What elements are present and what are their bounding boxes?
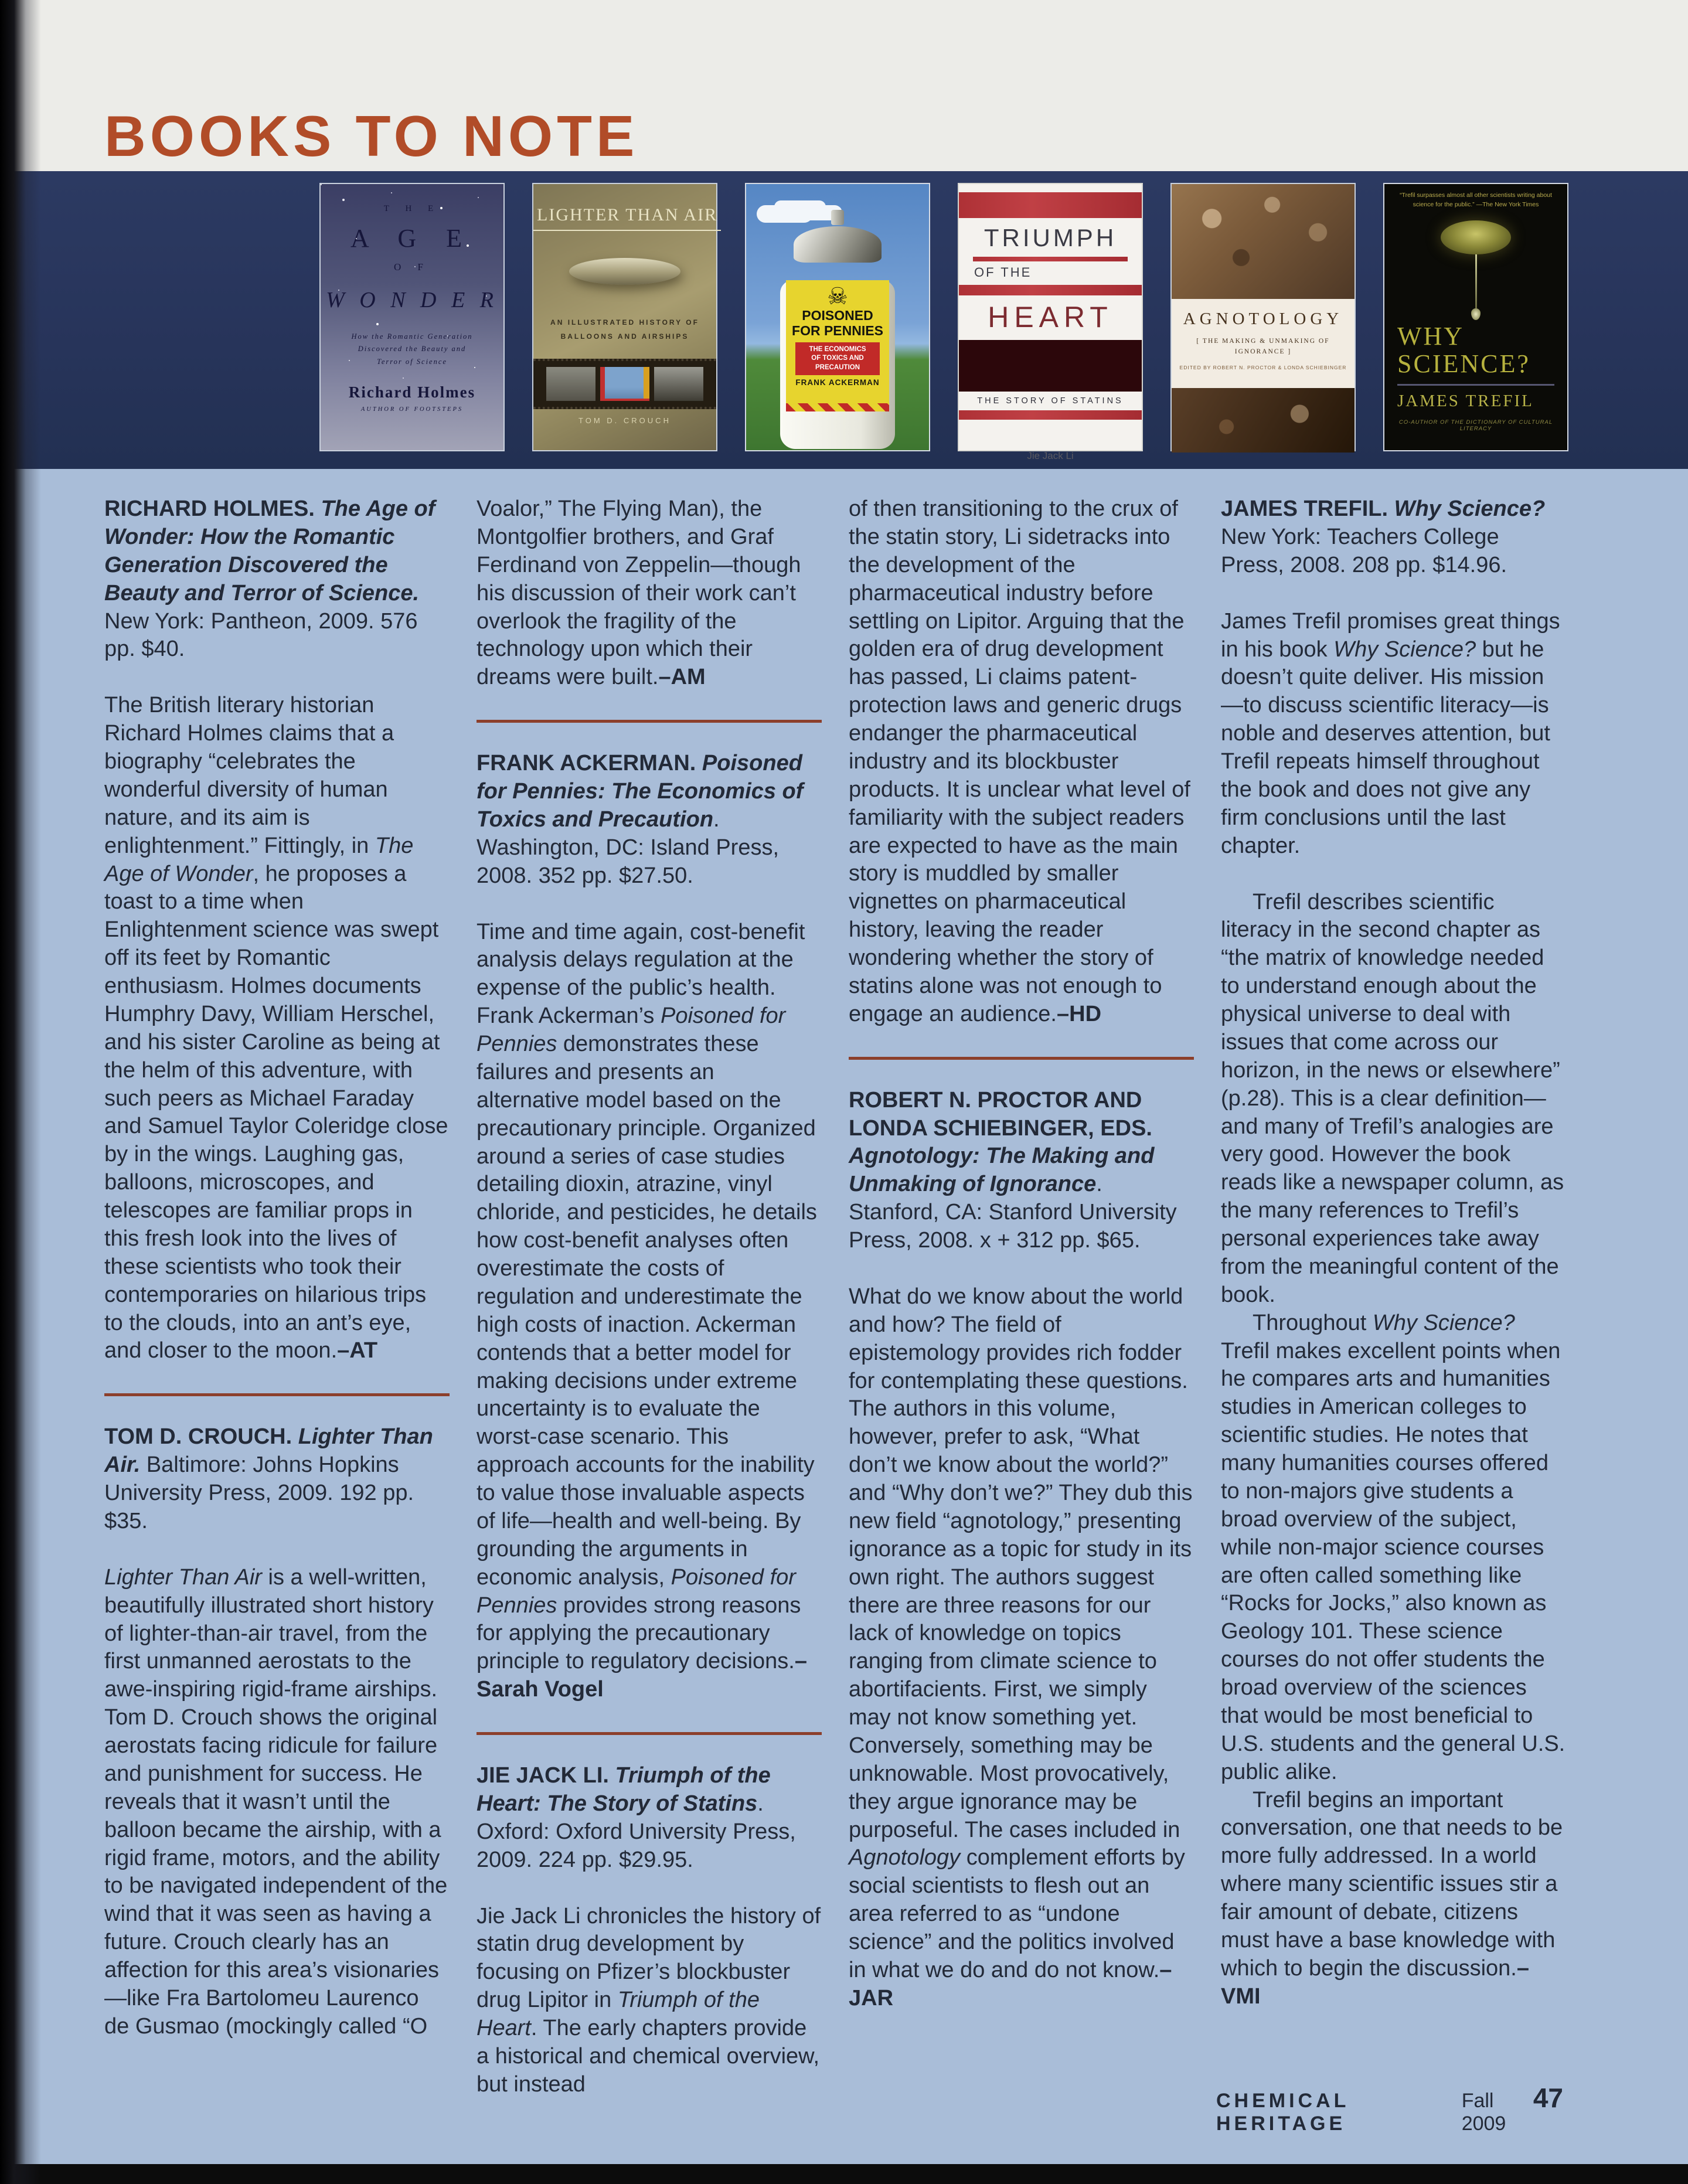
cover-author: Richard Holmes: [348, 383, 476, 401]
text-run: ROBERT N. PROCTOR AND LONDA SCHIEBINGER, EDS.: [849, 1087, 1152, 1141]
filmstrip-frame: [600, 367, 649, 401]
text-run: Time and time again, cost-benefit analysis delays regulation at the expense of the public’s health. Frank Ackerman’s: [477, 919, 805, 1029]
cover-title-line: HEART: [988, 301, 1113, 334]
magazine-name: CHEMICAL HERITAGE: [1216, 2090, 1349, 2135]
cover-author: Jie Jack Li: [1027, 450, 1074, 461]
text-run: of then transitioning to the crux of the statin story, Li sidetracks into the development of the pharmaceutical industry before settling on Lipitor. Arguing that the golden era of drug development has passed, Li claims patent-protection laws and generic drugs endanger the pharmaceutical industry and its blockbuster products. It is unclear what level of familiarity with the subject readers are expected to have as the main story is muddled by smaller vignettes on pharmaceutical history, leaving the reader wondering whether the story of statins alone was not enough to engage an audience.: [849, 496, 1190, 1026]
review-paragraph: [1221, 1309, 1566, 1787]
text-run: . Washington, DC: Island Press, 2008. 352 pp. $27.50.: [477, 807, 780, 888]
text-run: New York: Teachers College Press, 2008. 208 pp. $14.96.: [1221, 524, 1507, 577]
text-run: Agnotology: [849, 1845, 961, 1870]
text-run: JIE JACK LI.: [477, 1763, 615, 1788]
text-run: TOM D. CROUCH.: [104, 1424, 298, 1450]
cover-subtitle-line: AN ILLUSTRATED HISTORY OF: [550, 318, 699, 326]
cover-review-quote: “Trefil surpasses almost all other scientists writing about science for the public.” —The New York Times: [1400, 192, 1552, 208]
book-cover-triumph-of-the-heart: [958, 183, 1143, 461]
section-divider-rule: [477, 1732, 822, 1735]
can-dome: [794, 226, 882, 263]
water-drop-illustration: [1471, 308, 1481, 320]
text-run: The British literary historian Richard Holmes claims that a biography “celebrates the wonderful diversity of human nature, and its aim is enlightenment.” Fittingly, in: [104, 693, 394, 858]
cover-title: AGNOTOLOGY: [1183, 309, 1343, 328]
cover-subtitle: [1172, 336, 1355, 358]
review-column-4: [1221, 495, 1566, 2099]
scan-bottom-edge: [0, 2164, 1688, 2184]
text-run: Throughout: [1253, 1310, 1373, 1335]
cover-editors: EDITED BY ROBERT N. PROCTOR & LONDA SCHIEBINGER: [1179, 364, 1347, 370]
text-run: . The early chapters provide a historical and chemical overview, but instead: [477, 2016, 820, 2097]
cover-kicker: T H E: [383, 204, 441, 213]
text-run: but he doesn’t quite deliver. His mission—to discuss scientific literacy—is noble and deserves attention, but Trefil repeats himself throughout the book and does not give any firm conclusions until the last chapter.: [1221, 637, 1550, 858]
cover-title-line: TRIUMPH: [983, 224, 1117, 251]
text-run: –AM: [658, 665, 706, 690]
text-run: Trefil begins an important conversation, one that needs to be more fully addressed. In a world where many scientific issues stir a fair amount of debate, citizens must have a base knowledge with which to begin the discussion.: [1221, 1787, 1563, 1981]
text-run: The Age of Wonder: [104, 833, 414, 886]
puzzle-photo-top: [1172, 184, 1355, 299]
cover-title-line: POISONED: [802, 308, 873, 323]
scan-left-edge: [0, 0, 41, 2184]
book-citation: [104, 1423, 450, 1536]
text-run: Baltimore: Johns Hopkins University Press, 2009. 192 pp. $35.: [104, 1452, 414, 1533]
cover-tagline: AUTHOR OF FOOTSTEPS: [360, 406, 464, 413]
text-run: Trefil describes scientific literacy in the second chapter as “the matrix of knowledge needed to understand enough about the physical universe to deal with issues that come across our horizon, in the news or elsewhere” (p.28). This is a clear definition—and many of Trefil’s analogies are very good. However the book reads like a newspaper column, as the many references to Trefil’s personal experiences take away from the meaningful content of the book.: [1221, 889, 1564, 1307]
filmstrip-decoration: [533, 359, 716, 409]
cover-subtitle-line: IGNORANCE ]: [1234, 348, 1292, 356]
page-footer: [1216, 2082, 1563, 2135]
text-run: . Oxford: Oxford University Press, 2009. 224 pp. $29.95.: [477, 1791, 796, 1872]
book-citation: [104, 495, 450, 664]
issue-label: Fall 2009: [1461, 2090, 1506, 2135]
cover-divider: [1397, 384, 1554, 386]
hazard-stripes: [786, 403, 889, 411]
zeppelin-illustration: [569, 258, 680, 285]
review-columns: [104, 495, 1566, 2099]
text-run: FRANK ACKERMAN.: [477, 751, 702, 776]
cover-title: LIGHTER THAN AIR: [533, 205, 721, 231]
cover-subtitle-line: BALLOONS AND AIRSHIPS: [560, 332, 689, 341]
cover-title-line: A G E: [350, 224, 474, 253]
review-paragraph: [477, 495, 822, 692]
text-run: is a well-written, beautifully illustrated short history of lighter-than-air travel, from the first unmanned aerostats to the awe-inspiring rigid-frame airships. Tom D. Crouch shows the original aerostats facing ridicule for failure and punishment for success. He reveals that it wasn’t until the balloon became the airship, with a rigid frame, motors, and the ability to be navigated independent of the wind that it was seen as having a future. Crouch clearly has an affection for this area’s visionaries—like Fra Bartolomeu Laurenco de Gusmao (mockingly called “O: [104, 1564, 448, 2039]
cover-subtitle: [533, 315, 716, 343]
book-cover-lighter-than-air: [532, 183, 717, 451]
review-paragraph: [849, 1283, 1194, 2013]
text-run: JAMES TREFIL.: [1221, 496, 1394, 521]
text-run: –VMI: [1221, 1955, 1529, 2009]
review-column-1: [104, 495, 450, 2099]
book-citation: [477, 750, 822, 890]
section-divider-rule: [477, 720, 822, 723]
red-stripe: [959, 192, 1142, 218]
review-paragraph: [477, 918, 822, 1705]
filmstrip-frame: [654, 367, 703, 401]
can-label: [786, 280, 889, 411]
cover-subtitle-line: How the Romantic Generation: [351, 332, 473, 341]
skull-crossbones-icon: ☠: [827, 283, 848, 310]
cover-subtitle: [321, 331, 503, 368]
text-run: Lighter Than Air: [104, 1564, 262, 1590]
review-paragraph: [849, 495, 1194, 1029]
book-citation: [849, 1087, 1194, 1255]
cover-subtitle-line: PRECAUTION: [815, 363, 860, 371]
cover-title-line: SCIENCE?: [1397, 349, 1530, 379]
text-run: . Stanford, CA: Stanford University Press, 2008. x + 312 pp. $65.: [849, 1172, 1177, 1253]
review-column-3: [849, 495, 1194, 2099]
filmstrip-frame: [546, 367, 595, 401]
drip-illustration: [1475, 254, 1477, 308]
book-citation: [1221, 495, 1566, 580]
book-cover-age-of-wonder: [319, 183, 505, 451]
puzzle-photo-bottom: [1172, 388, 1355, 453]
text-run: Trefil makes excellent points when he compares arts and humanities studies in American colleges to scientific studies. He notes that many humanities courses offered to non-majors give students a broad overview of the subject, while non-major science courses are often called something like “Rocks for Jocks,” also known as Geology 101. These science courses do not offer students the broad overview of the sciences that would be most beneficial to U.S. students and the general U.S. public alike.: [1221, 1338, 1566, 1784]
review-paragraph: [104, 692, 450, 1365]
cover-subtitle: [795, 342, 880, 376]
cover-subtitle-line: Discovered the Beauty and: [358, 345, 467, 353]
text-run: Poisoned for Pennies: [477, 1564, 796, 1618]
text-run: Jie Jack Li chronicles the history of statin drug development by focusing on Pfizer’s blockbuster drug Lipitor in: [477, 1903, 821, 2013]
cover-title-line: WHY: [1397, 321, 1465, 351]
text-run: , he proposes a toast to a time when Enlightenment science was swept off its feet by Romantic enthusiasm. Holmes documents Humphry Davy, William Herschel, and his sister Caroline as being at the helm of this adventure, with such peers as Michael Faraday and Samuel Taylor Coleridge close by in the wings. Laughing gas, balloons, microscopes, and telescopes are familiar props in this fresh look into the lives of these scientists who took their contemporaries on hilarious trips to the clouds, into an ant’s eye, and closer to the moon.: [104, 861, 448, 1363]
text-run: –JAR: [849, 1957, 1172, 2010]
cover-subtitle-line: THE ECONOMICS: [809, 345, 866, 353]
text-run: Triumph of the Heart: [477, 1988, 760, 2040]
cover-title-line: O F: [394, 261, 430, 273]
cover-subtitle-line: OF TOXICS AND: [811, 355, 864, 362]
book-citation: [477, 1762, 822, 1875]
text-run: Why Science?: [1372, 1310, 1515, 1335]
page-number: 47: [1533, 2083, 1563, 2113]
text-run: What do we know about the world and how? The field of epistemology provides rich fodder for contemplating these questions. The authors in this volume, however, prefer to ask, “What don’t we know about the world?” and “Why don’t we?” They dub this new field “agnotology,” presenting ignorance as a topic for study in its own right. The authors suggest there are three reasons for our lack of knowledge on topics ranging from climate science to abortifacients. First, we simply may not know something yet. Conversely, something may be unknowable. Most provocatively, they argue ignorance may be purposeful. The cases included in: [849, 1284, 1193, 1842]
text-run: –Sarah Vogel: [477, 1649, 807, 1702]
cover-title-line: OF THE: [974, 265, 1032, 280]
book-cover-agnotology: [1170, 183, 1356, 451]
text-run: Poisoned for Pennies: [477, 1003, 786, 1056]
text-run: –HD: [1057, 1001, 1102, 1026]
spray-nozzle: [831, 210, 844, 225]
review-paragraph: [1221, 1787, 1566, 2011]
stars-decoration: [321, 184, 322, 185]
review-paragraph: [104, 1564, 450, 2041]
text-run: –AT: [337, 1338, 378, 1363]
cover-title-band: [1172, 299, 1355, 388]
section-divider-rule: [849, 1057, 1194, 1060]
review-paragraph: [1221, 608, 1566, 860]
text-run: complement efforts by social scientists to flesh out an area referred to as “undone science” and the politics involved in what we do and do not know.: [849, 1845, 1185, 1982]
book-cover-why-science: [1383, 183, 1568, 451]
cover-title-line: FOR PENNIES: [792, 322, 883, 338]
cover-title: [1384, 322, 1567, 378]
can-body: [780, 280, 895, 449]
red-stripe: [959, 410, 1142, 420]
cover-author: TOM D. CROUCH: [578, 416, 671, 425]
cover-subtitle: THE STORY OF STATINS: [977, 396, 1124, 406]
spray-can-illustration: [780, 210, 895, 435]
blood-cells-photo: [959, 340, 1142, 392]
text-run: demonstrates these failures and presents an alternative model based on the precautionary principle. Organized around a series of case studies detailing dioxin, atrazine, vinyl chloride, and pesticides, he details how cost-benefit analyses often overestimate the costs of regulation and underestimate the high costs of inaction. Ackerman contends that a better model for making decisions under extreme uncertainty is to evaluate the worst-case scenario. This approach accounts for the inability to value those invaluable aspects of life—health and well-being. By grounding the arguments in economic analysis,: [477, 1032, 817, 1590]
review-column-2: [477, 495, 822, 2099]
cover-title-line: W O N D E R: [326, 288, 498, 312]
book-cover-poisoned-for-pennies: [745, 183, 930, 451]
red-stripe: [959, 285, 1142, 295]
text-run: RICHARD HOLMES.: [104, 496, 321, 521]
cover-tagline: CO-AUTHOR OF THE DICTIONARY OF CULTURAL LITERACY: [1398, 419, 1553, 432]
page-title: BOOKS TO NOTE: [104, 104, 639, 168]
text-run: Lighter Than Air.: [104, 1424, 433, 1478]
text-run: Poisoned for Pennies: The Economics of Toxics and Precaution: [477, 751, 804, 832]
text-run: Why Science?: [1394, 496, 1546, 521]
text-run: James Trefil promises great things in his book: [1221, 608, 1560, 662]
book-covers-row: [319, 183, 1568, 461]
text-run: New York: Pantheon, 2009. 576 pp. $40.: [104, 608, 418, 662]
text-run: The Age of Wonder: How the Romantic Generation Discovered the Beauty and Terror of Science.: [104, 496, 435, 605]
cover-author: JAMES TREFIL: [1397, 391, 1534, 410]
text-run: Why Science?: [1333, 637, 1476, 662]
text-run: Voalor,” The Flying Man), the Montgolfier brothers, and Graf Ferdinand von Zeppelin—though his discussion of their work can’t overlook the fragility of the technology upon which their dreams were built.: [477, 496, 801, 690]
red-stripe: [973, 257, 1128, 261]
text-run: provides strong reasons for applying the precautionary principle to regulatory decisions.: [477, 1593, 801, 1674]
section-divider-rule: [104, 1393, 450, 1396]
glass-illustration: [1441, 220, 1511, 254]
text-run: Agnotology: The Making and Unmaking of Ignorance: [849, 1144, 1155, 1197]
cover-subtitle-line: Terror of Science: [377, 357, 447, 366]
review-paragraph: [477, 1903, 822, 2099]
review-paragraph: [1221, 889, 1566, 1309]
cover-subtitle-line: [ THE MAKING & UNMAKING OF: [1196, 338, 1330, 345]
text-run: Triumph of the Heart: The Story of Statins: [477, 1763, 771, 1816]
cover-author: FRANK ACKERMAN: [795, 378, 880, 387]
